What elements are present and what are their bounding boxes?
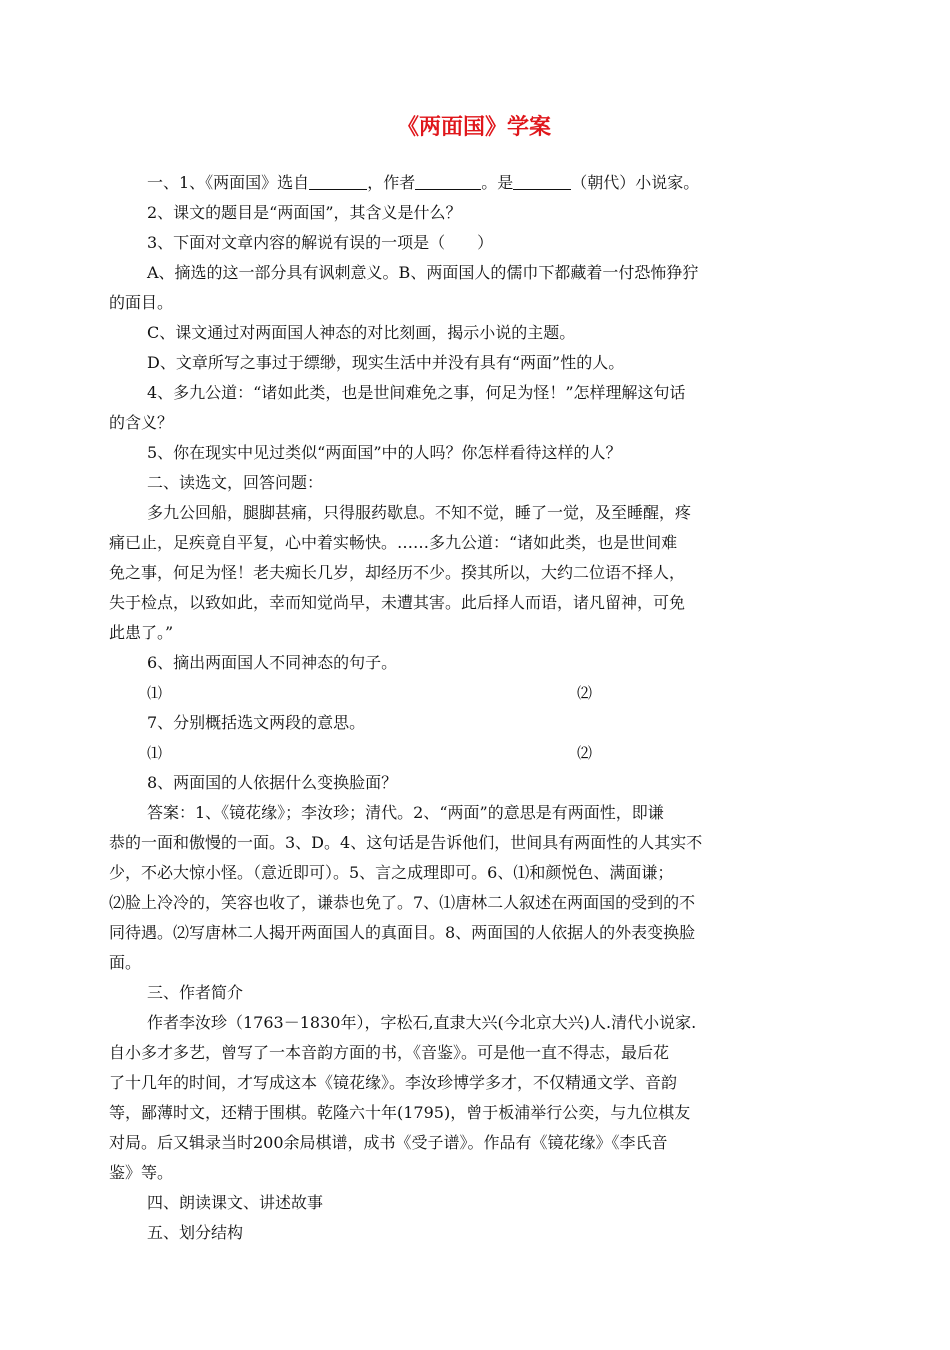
section-5-heading: 五、划分结构: [147, 1223, 244, 1242]
bio-line: 了十几年的时间，才写成这本《镜花缘》。李汝珍博学多才，不仅精通文学、音韵: [109, 1073, 678, 1092]
answer-line: 恭的一面和傲慢的一面。3、D。4、这句话是告诉他们，世间具有两面性的人其实不: [109, 833, 703, 852]
passage-line: 失于检点，以致如此，幸而知觉尚早，未遭其害。此后择人而语，诸凡留神，可免: [109, 593, 686, 612]
answer-slot-1: ⑴: [147, 684, 163, 702]
answer-slot-2: ⑵: [577, 684, 593, 702]
question-6: 6、摘出两面国人不同神态的句子。: [147, 653, 398, 672]
fill-blank-author[interactable]: [415, 171, 481, 190]
passage-line: 免之事，何足为怪！老夫痴长几岁，却经历不少。揆其所以，大约二位语不择人，: [109, 563, 686, 582]
answer-line: 答案：1、《镜花缘》；李汝珍；清代。2、“两面”的意思是有两面性，即谦: [147, 803, 664, 822]
bio-line: 自小多才多艺，曾写了一本音韵方面的书，《音鉴》。可是他一直不得志，最后花: [109, 1043, 670, 1062]
question-3-option-b-cont: 的面目。: [109, 293, 174, 312]
answer-line: ⑵脸上冷冷的，笑容也收了，谦恭也免了。7、⑴唐林二人叙述在两面国的受到的不: [109, 893, 696, 912]
section-2-heading: 二、读选文，回答问题：: [147, 473, 324, 492]
answer-slot-2: ⑵: [577, 744, 593, 762]
answer-slot-1: ⑴: [147, 744, 163, 762]
answer-line: 少，不必大惊小怪。（意近即可）。5、言之成理即可。6、⑴和颜悦色、满面谦；: [109, 863, 674, 882]
answer-line: 面。: [109, 953, 142, 972]
question-6-answer-slots: [109, 678, 839, 708]
document-body: [109, 168, 839, 1248]
fill-blank-source[interactable]: [309, 171, 367, 190]
bio-line: 作者李汝珍（1763－1830年），字松石,直隶大兴(今北京大兴)人.清代小说家.: [147, 1013, 697, 1032]
document-title: 《两面国》学案: [396, 114, 551, 140]
question-4: 4、多九公道：“诸如此类，也是世间难免之事，何足为怪！”怎样理解这句话: [147, 383, 686, 402]
question-3-option-d: D、文章所写之事过于缥缈，现实生活中并没有具有“两面”性的人。: [147, 353, 625, 372]
answer-line: 同待遇。⑵写唐林二人揭开两面国人的真面目。8、两面国的人依据人的外表变换脸: [109, 923, 696, 942]
question-8: 8、两面国的人依据什么变换脸面？: [147, 773, 398, 792]
bio-line: 等，鄙薄时文，还精于围棋。乾隆六十年(1795)，曾于板浦举行公奕，与九位棋友: [109, 1103, 691, 1122]
question-3: 3、下面对文章内容的解说有误的一项是（ ）: [147, 233, 494, 252]
section-4-heading: 四、朗读课文、讲述故事: [147, 1193, 324, 1212]
passage-line: 多九公回船，腿脚甚痛，只得服药歇息。不知不觉，睡了一觉，及至睡醒，疼: [147, 503, 692, 522]
bio-line: 鉴》等。: [109, 1163, 174, 1182]
section-3-heading: 三、作者简介: [147, 983, 244, 1002]
document-page: [109, 112, 839, 1248]
question-3-option-c: C、课文通过对两面国人神态的对比刻画，揭示小说的主题。: [147, 323, 576, 342]
question-1: 一、1、《两面国》选自 ，作者 。是 （朝代）小说家。: [147, 173, 700, 192]
question-3-option-a-b: A、摘选的这一部分具有讽刺意义。B、两面国人的儒巾下都藏着一付恐怖狰狞: [147, 263, 699, 282]
question-7-answer-slots: [109, 738, 839, 768]
question-7: 7、分别概括选文两段的意思。: [147, 713, 366, 732]
question-2: 2、课文的题目是“两面国”，其含义是什么？: [147, 203, 462, 222]
passage-line: 痛已止，足疾竟自平复，心中着实畅快。……多九公道：“诸如此类，也是世间难: [109, 533, 678, 552]
question-4-cont: 的含义？: [109, 413, 174, 432]
bio-line: 对局。后又辑录当时200余局棋谱，成书《受子谱》。作品有《镜花缘》《李氏音: [109, 1133, 668, 1152]
passage-line: 此患了。”: [109, 623, 174, 642]
question-5: 5、你在现实中见过类似“两面国”中的人吗？你怎样看待这样的人？: [147, 443, 622, 462]
fill-blank-dynasty[interactable]: [513, 171, 571, 190]
